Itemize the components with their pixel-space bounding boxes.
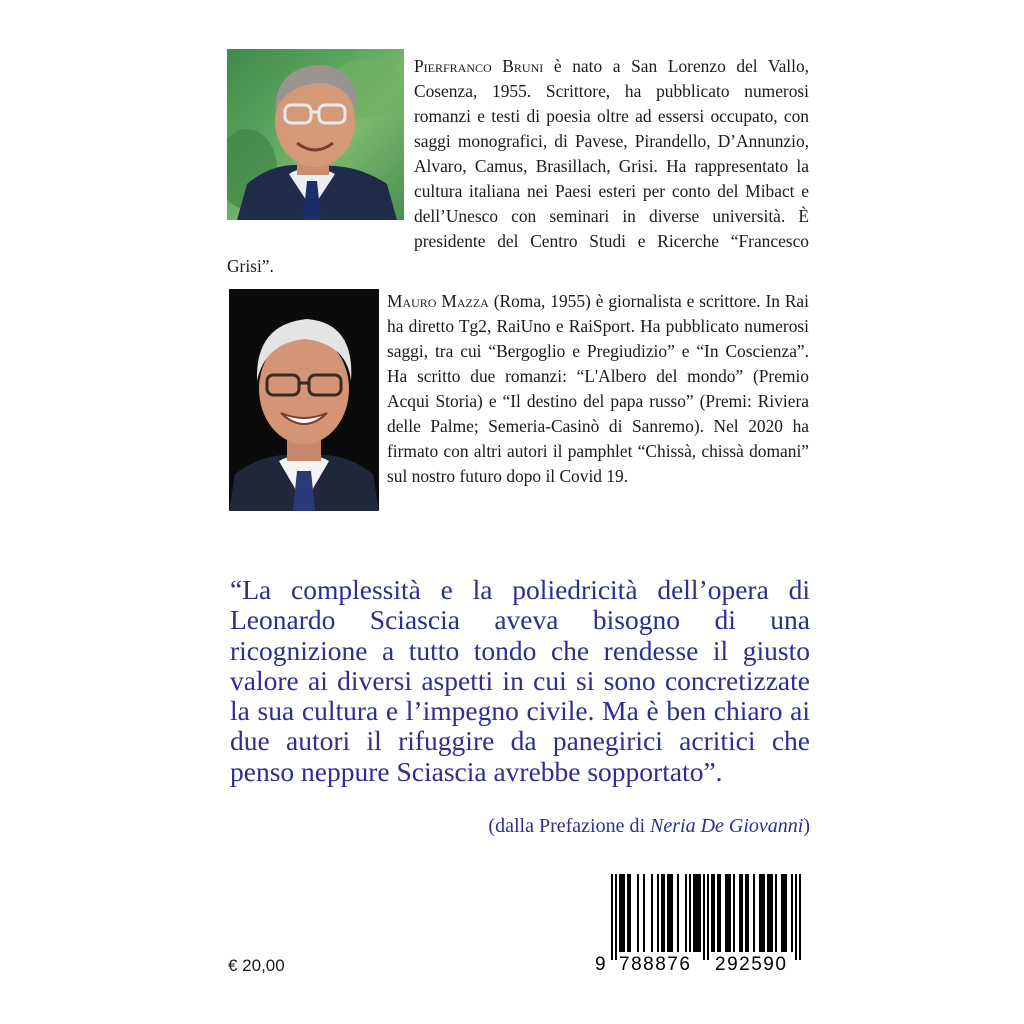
barcode-bar [717, 874, 719, 952]
barcode-bar [729, 874, 731, 952]
barcode-bar [761, 874, 763, 952]
barcode-bar [637, 874, 639, 952]
barcode-bar [799, 874, 801, 960]
barcode-bar [713, 874, 715, 952]
barcode-bar [771, 874, 773, 952]
barcode-bar [795, 874, 797, 960]
barcode-bar [767, 874, 769, 952]
barcode-right-digits: 292590 [715, 954, 788, 975]
barcode-bar [657, 874, 659, 952]
barcode-bar [759, 874, 761, 952]
barcode-bar [703, 874, 705, 960]
barcode-bar [685, 874, 687, 952]
barcode-bar [725, 874, 727, 952]
quote-source-author: Neria De Giovanni [650, 815, 804, 837]
barcode-bar [611, 874, 613, 960]
barcode-bar [733, 874, 735, 952]
author-bio-mazza [229, 289, 809, 519]
barcode-bar [663, 874, 665, 952]
author-name: Pierfranco Bruni [414, 56, 544, 76]
barcode-first-digit: 9 [595, 954, 608, 975]
barcode-bar [791, 874, 793, 952]
barcode-bar [629, 874, 631, 952]
isbn-barcode [595, 870, 810, 980]
barcode-bar [739, 874, 741, 952]
author-bio-text: (Roma, 1955) è giornalista e scrittore. In Rai ha diretto Tg2, RaiUno e RaiSport. Ha pubblicato numerosi saggi, tra cui “Bergoglio e Pregiudizio” e “In Coscienza”. Ha scritto due romanzi: “L'Albero del mondo” (Premio Acqui Storia) e “Il destino del papa russo” (Premi: Riviera delle Palme; Semeria-Casinò di Sanremo). Nel 2020 ha firmato con altri autori il pamphlet “Chissà, chissà domani” sul nostro futuro dopo il Covid 19. [387, 291, 809, 486]
barcode-bar [727, 874, 729, 952]
barcode-bar [719, 874, 721, 952]
barcode-bar [781, 874, 783, 952]
barcode-bar [695, 874, 697, 952]
barcode-bar [667, 874, 669, 952]
author-bio-bruni [227, 54, 809, 279]
barcode-bar [785, 874, 787, 952]
barcode-bar [643, 874, 645, 952]
quote-source-suffix: ) [803, 815, 810, 837]
barcode-bar [707, 874, 709, 960]
quote-source-prefix: (dalla Prefazione di [488, 815, 651, 837]
barcode-bar [747, 874, 749, 952]
barcode-bar [699, 874, 701, 952]
barcode-bar [621, 874, 623, 952]
author-bio-text: è nato a San Lorenzo del Vallo, Cosenza, 1955. Scrittore, ha pubblicato numerosi romanzi e testi di poesia oltre ad essersi occupato, con saggi monografici, di Pavese, Pirandello, D’Annunzio, Alvaro, Camus, Brasillach, Grisi. Ha rappresentato la cultura italiana nei Paesi esteri per conto del Mibact e dell’Unesco con seminari in diverse università. È presidente del Centro Studi e Ricerche “Francesco Grisi”. [227, 56, 810, 276]
barcode-bar [693, 874, 695, 952]
barcode-bar [669, 874, 671, 952]
barcode-bar [615, 874, 617, 960]
barcode-bar [775, 874, 777, 952]
barcode-left-digits: 788876 [619, 954, 692, 975]
barcode-bar [745, 874, 747, 952]
back-cover-quote: “La complessità e la poliedricità dell’opera di Leonardo Sciascia aveva bisogno di una ricognizione a tutto tondo che rendesse il giusto valore ai diversi aspetti in cui si sono concretizzate la sua cultura e l’impegno civile. Ma è ben chiaro ai due autori il rifuggire da panegirici acritici che penso neppure Sciascia avrebbe sopportato”. [230, 574, 810, 787]
quote-source [420, 815, 810, 838]
barcode-bar [689, 874, 691, 952]
barcode-bar [769, 874, 771, 952]
barcode-bar [677, 874, 679, 952]
barcode-bar [753, 874, 755, 952]
barcode-bar [763, 874, 765, 952]
barcode-bar [741, 874, 743, 952]
price-label: € 20,00 [228, 956, 285, 975]
barcode-bar [697, 874, 699, 952]
barcode-bar [623, 874, 625, 952]
barcode-bar [619, 874, 621, 952]
barcode-bar [671, 874, 673, 952]
barcode-bar [661, 874, 663, 952]
barcode-bar [651, 874, 653, 952]
barcode-bar [711, 874, 713, 952]
barcode-bar [627, 874, 629, 952]
barcode-bar [783, 874, 785, 952]
author-name: Mauro Mazza [387, 291, 489, 311]
